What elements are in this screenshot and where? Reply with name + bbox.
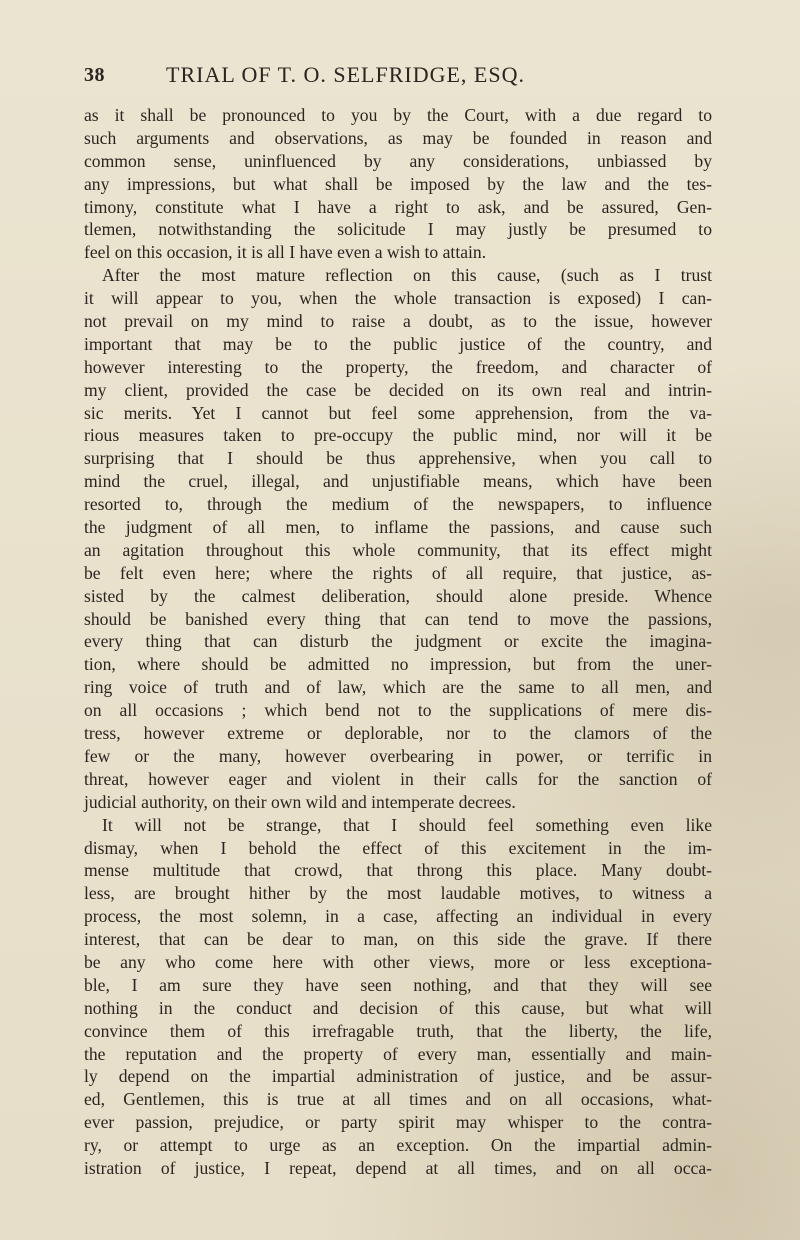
text-line: on all occasions ; which bend not to the supplications of mere dis- (84, 700, 712, 721)
text-line: interest, that can be dear to man, on this side the grave. If there (84, 929, 712, 950)
text-line: be any who come here with other views, more or less exceptiona- (84, 951, 712, 972)
text-line: tress, however extreme or deplorable, nor to the clamors of the (84, 723, 712, 744)
text-line: threat, however eager and violent in their calls for the sanction of (84, 768, 712, 789)
text-line: istration of justice, I repeat, depend at all times, and on all occa- (84, 1157, 712, 1178)
text-line: the judgment of all men, to inflame the passions, and cause such (84, 517, 712, 538)
page-header (84, 64, 714, 94)
text-line: ring voice of truth and of law, which are the same to all men, and (84, 677, 712, 698)
text-line: sisted by the calmest deliberation, should alone preside. Whence (84, 585, 712, 606)
text-line: my client, provided the case be decided on its own real and intrin- (84, 379, 712, 400)
text-line: judicial authority, on their own wild and intemperate decrees. (84, 791, 516, 812)
text-line: It will not be strange, that I should feel something even like (102, 814, 712, 835)
text-line: surprising that I should be thus apprehensive, when you call to (84, 448, 712, 469)
text-line: After the most mature reflection on this cause, (such as I trust (102, 265, 712, 286)
text-line: the reputation and the property of every man, essentially and main- (84, 1043, 712, 1064)
text-line: rious measures taken to pre-occupy the public mind, nor will it be (84, 425, 712, 446)
text-line: feel on this occasion, it is all I have even a wish to attain. (84, 242, 487, 263)
text-line: not prevail on my mind to raise a doubt, as to the issue, however (84, 311, 712, 332)
text-line: resorted to, through the medium of the newspapers, to influence (84, 494, 712, 515)
text-line: ry, or attempt to urge as an exception. On the impartial admin- (84, 1135, 712, 1156)
text-line: however interesting to the property, the freedom, and character of (84, 356, 712, 377)
text-line: every thing that can disturb the judgment or excite the imagina- (84, 631, 712, 652)
text-line: should be banished every thing that can tend to move the passions, (84, 608, 712, 629)
running-head: TRIAL OF T. O. SELFRIDGE, ESQ. (166, 62, 525, 87)
text-line: ed, Gentlemen, this is true at all times and on all occasions, what- (84, 1089, 712, 1110)
text-line: nothing in the conduct and decision of this cause, but what will (84, 997, 712, 1018)
text-line: mind the cruel, illegal, and unjustifiable means, which have been (84, 471, 712, 492)
text-line: timony, constitute what I have a right to ask, and be assured, Gen- (84, 196, 712, 217)
text-line: it will appear to you, when the whole transaction is exposed) I can- (84, 288, 712, 309)
text-line: any impressions, but what shall be imposed by the law and the tes- (84, 173, 712, 194)
text-line: ever passion, prejudice, or party spirit may whisper to the contra- (84, 1112, 712, 1133)
text-line: important that may be to the public justice of the country, and (84, 333, 712, 354)
text-line: process, the most solemn, in a case, affecting an individual in every (84, 906, 712, 927)
text-line: common sense, uninfluenced by any considerations, unbiassed by (84, 150, 712, 171)
text-line: ble, I am sure they have seen nothing, and that they will see (84, 974, 712, 995)
text-line: such arguments and observations, as may be founded in reason and (84, 127, 712, 148)
text-line: sic merits. Yet I cannot but feel some apprehension, from the va- (84, 402, 712, 423)
page-number: 38 (84, 64, 105, 86)
text-line: few or the many, however overbearing in power, or terrific in (84, 745, 712, 766)
text-line: ly depend on the impartial administration of justice, and be assur- (84, 1066, 712, 1087)
text-line: less, are brought hither by the most laudable motives, to witness a (84, 883, 712, 904)
text-line: tion, where should be admitted no impression, but from the uner- (84, 654, 712, 675)
text-line: tlemen, notwithstanding the solicitude I may justly be presumed to (84, 219, 712, 240)
text-line: be felt even here; where the rights of all require, that justice, as- (84, 562, 712, 583)
text-line: mense multitude that crowd, that throng this place. Many doubt- (84, 860, 712, 881)
text-line: dismay, when I behold the effect of this excitement in the im- (84, 837, 712, 858)
text-line: convince them of this irrefragable truth, that the liberty, the life, (84, 1020, 712, 1041)
body-text (84, 104, 712, 1180)
text-line: an agitation throughout this whole community, that its effect might (84, 539, 712, 560)
text-line: as it shall be pronounced to you by the Court, with a due regard to (84, 105, 712, 125)
